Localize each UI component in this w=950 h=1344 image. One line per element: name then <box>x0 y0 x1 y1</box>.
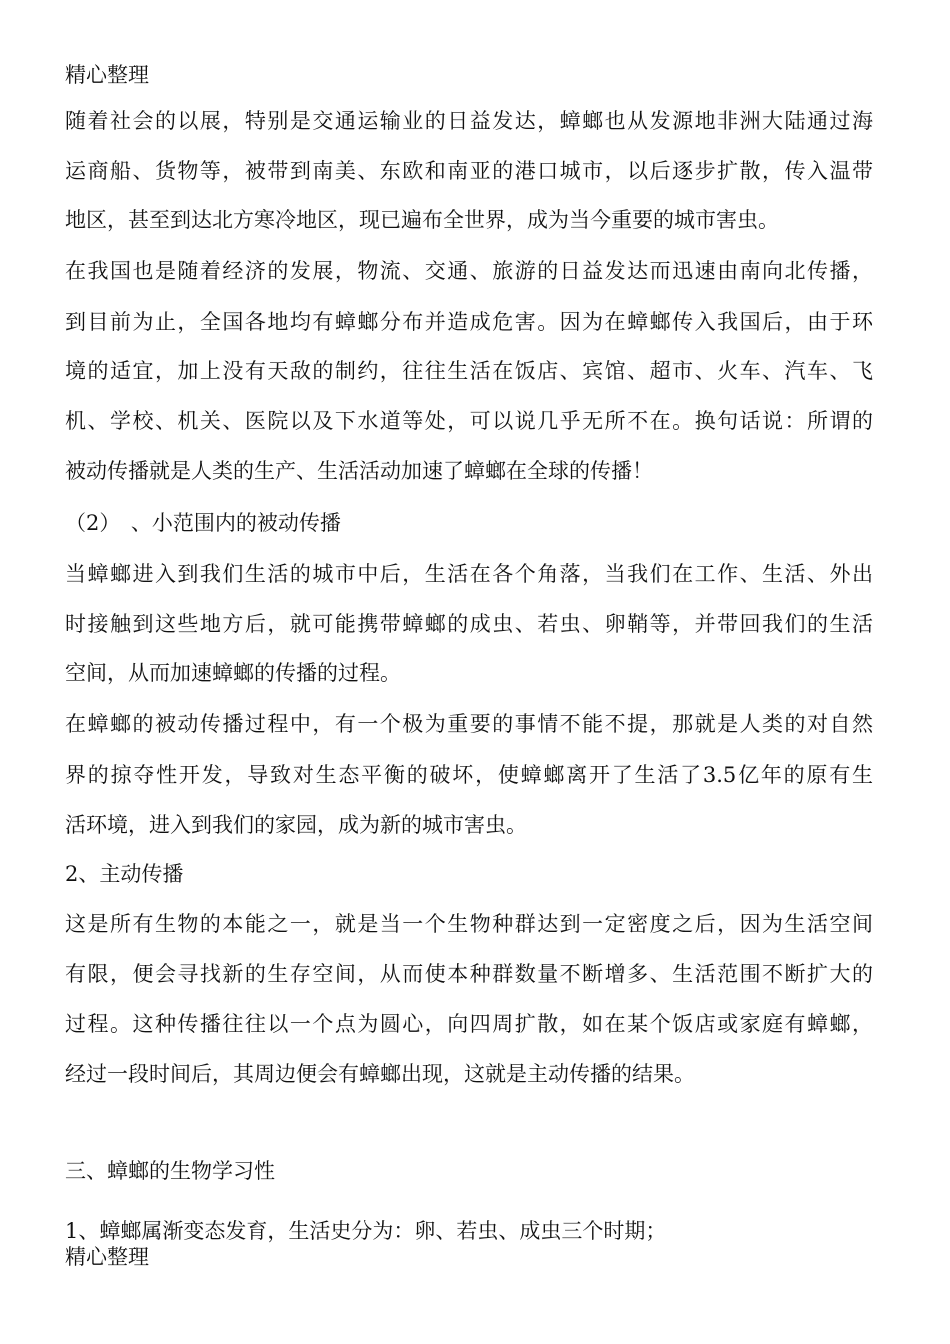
paragraph-line: 经过一段时间后，其周边便会有蟑螂出现，这就是主动传播的结果。 <box>65 1062 695 1086</box>
paragraph-line: 到目前为止，全国各地均有蟑螂分布并造成危害。因为在蟑螂传入我国后，由于环 <box>65 310 873 334</box>
paragraph-line: 这是所有生物的本能之一，就是当一个生物种群达到一定密度之后，因为生活空间 <box>65 912 873 936</box>
paragraph-line: 地区，甚至到达北方寒冷地区，现已遍布全世界，成为当今重要的城市害虫。 <box>65 208 779 232</box>
paragraph-line: 境的适宜，加上没有天敌的制约，往往生活在饭店、宾馆、超市、火车、汽车、飞 <box>65 359 873 383</box>
section-heading: 三、蟑螂的生物学习性 <box>65 1159 275 1183</box>
paragraph-line: 随着社会的以展，特别是交通运输业的日益发达，蟑螂也从发源地非洲大陆通过海 <box>65 109 873 133</box>
page-footer: 精心整理 <box>65 1245 149 1269</box>
paragraph-line: 空间，从而加速蟑螂的传播的过程。 <box>65 661 401 685</box>
paragraph-line: 被动传播就是人类的生产、生活活动加速了蟑螂在全球的传播！ <box>65 459 653 483</box>
paragraph-line: 界的掠夺性开发，导致对生态平衡的破坏，使蟑螂离开了生活了3.5亿年的原有生 <box>65 763 873 787</box>
paragraph-line: 当蟑螂进入到我们生活的城市中后，生活在各个角落，当我们在工作、生活、外出 <box>65 562 873 586</box>
paragraph-line: 活环境，进入到我们的家园，成为新的城市害虫。 <box>65 813 527 837</box>
section-heading: （2） 、小范围内的被动传播 <box>65 511 341 535</box>
paragraph-line: 过程。这种传播往往以一个点为圆心，向四周扩散，如在某个饭店或家庭有蟑螂， <box>65 1012 873 1036</box>
paragraph-line: 时接触到这些地方后，就可能携带蟑螂的成虫、若虫、卵鞘等，并带回我们的生活 <box>65 612 873 636</box>
paragraph-line: 1、蟑螂属渐变态发育，生活史分为：卵、若虫、成虫三个时期； <box>65 1219 667 1243</box>
paragraph-line: 运商船、货物等，被带到南美、东欧和南亚的港口城市，以后逐步扩散，传入温带 <box>65 159 873 183</box>
paragraph-line: 在蟑螂的被动传播过程中，有一个极为重要的事情不能不提，那就是人类的对自然 <box>65 712 873 736</box>
paragraph-line: 在我国也是随着经济的发展，物流、交通、旅游的日益发达而迅速由南向北传播， <box>65 259 873 283</box>
section-heading: 2、主动传播 <box>65 862 184 886</box>
paragraph-line: 机、学校、机关、医院以及下水道等处，可以说几乎无所不在。换句话说：所谓的 <box>65 409 873 433</box>
page-header: 精心整理 <box>65 63 149 87</box>
paragraph-line: 有限，便会寻找新的生存空间，从而使本种群数量不断增多、生活范围不断扩大的 <box>65 962 873 986</box>
